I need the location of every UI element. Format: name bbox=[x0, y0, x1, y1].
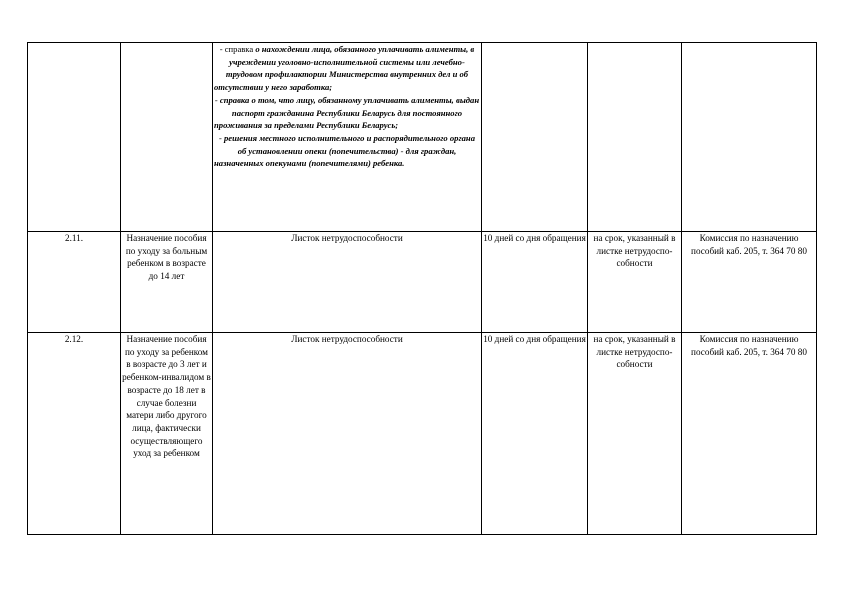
procedure-name: Назначение пособия по уходу за ребенком в возрасте до 3 лет и ребенком-инвалидом в возрасте до 18 лет в случае болезни матери либо другого лица, фактически осуществляющего уход за ребенком bbox=[121, 333, 213, 535]
cell-name-empty bbox=[121, 43, 213, 232]
document-item: - решения местного исполнительного и распорядительного органа об установлении опеки (попечительства) - для граждан, назначенных опекунами (попечителями) ребенка. bbox=[214, 132, 475, 169]
required-documents: Листок нетрудоспособности bbox=[213, 232, 482, 333]
document-item: - справка о том, что лицу, обязанному уплачивать алименты, выдан паспорт гражданина Республики Беларусь для постоянного проживания за пределами Республики Беларусь; bbox=[214, 94, 480, 131]
procedure-number: 2.11. bbox=[28, 232, 121, 333]
cell-number-empty bbox=[28, 43, 121, 232]
validity-period: на срок, указанный в листке нетрудоспо-собности bbox=[588, 333, 682, 535]
table-row bbox=[28, 232, 817, 333]
procedure-number: 2.12. bbox=[28, 333, 121, 535]
cell-validity-empty bbox=[588, 43, 682, 232]
cell-term-empty bbox=[482, 43, 588, 232]
processing-term: 10 дней со дня обращения bbox=[482, 232, 588, 333]
cell-office-empty bbox=[682, 43, 817, 232]
table-row-continuation bbox=[28, 43, 817, 232]
table-row bbox=[28, 333, 817, 535]
validity-period: на срок, указанный в листке нетрудоспо-собности bbox=[588, 232, 682, 333]
procedure-name: Назначение пособия по уходу за больным ребенком в возрасте до 14 лет bbox=[121, 232, 213, 333]
required-documents: Листок нетрудоспособности bbox=[213, 333, 482, 535]
processing-term: 10 дней со дня обращения bbox=[482, 333, 588, 535]
document-item: - справка о нахождении лица, обязанного уплачивать алименты, в учреждении уголовно-исполнительной системы или лечебно-трудовом профилактории Министерства внутренних дел и об отсутствии у него заработка; bbox=[214, 44, 475, 93]
services-table bbox=[27, 42, 817, 535]
cell-documents-continuation bbox=[213, 43, 482, 232]
responsible-office: Комиссия по назначению пособий каб. 205, т. 364 70 80 bbox=[682, 333, 817, 535]
responsible-office: Комиссия по назначению пособий каб. 205, т. 364 70 80 bbox=[682, 232, 817, 333]
